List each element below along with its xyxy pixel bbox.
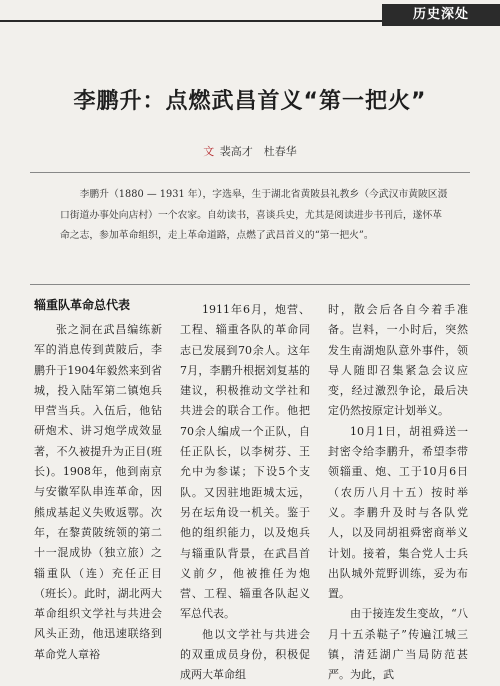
- col3-paragraph-1: 时，散会后各自今着手准备。岂料，一小时后，突然发生南湖炮队意外事件，领导人随即召集紧急会议应变，经过激烈争论，最后决定仍然按原定计划举义。: [328, 303, 468, 418]
- byline-label: 文: [203, 145, 215, 158]
- column-1: [34, 320, 162, 665]
- section-subhead: 辎重队革命总代表: [34, 298, 131, 312]
- bio-paragraph: [60, 185, 450, 247]
- article-title: 李鹏升：点燃武昌首义“第一把火”: [73, 89, 427, 114]
- column-3: [328, 300, 468, 686]
- bio-text: 李鹏升（1880 — 1931 年），字选皋，生于湖北省黄陂县礼教乡（今武汉市黄陂区滠口街道办事处向店村）一个农家。自幼读书，喜谈兵史，尤其是阅读进步书刊后，遂怀革命之志，参加革命组织，走上革命道路，点燃了武昌首义的“第一把火”。: [60, 189, 448, 241]
- col3-paragraph-3: 由于接连发生变故，“八月十五杀鞑子”传遍江城三镇，清廷湖广当局防范甚严。为此，武: [328, 607, 468, 682]
- col2-paragraph-2: 他以文学社与共进会的双重成员身份，积极促成两大革命组: [180, 627, 310, 682]
- section-tag: 历史深处: [382, 4, 500, 26]
- byline-authors: 裴高才 杜春华: [219, 145, 297, 158]
- header-rule: [0, 20, 420, 22]
- col3-paragraph-2: 10月1日，胡祖舜送一封密令给李鹏升，希望李带领辎重、炮、工于10月6日（农历八月十五）按时举义。李鹏升及时与各队党人，以及同胡祖舜密商举义计划。接着，集合党人士兵出队城外荒野训练，妥为布置。: [328, 424, 468, 601]
- column-2: [180, 300, 310, 686]
- col2-paragraph-1: 1911年6月，炮营、工程、辎重各队的革命同志已发展到70余人。这年7月，李鹏升根据刘复基的建议，积极推动文学社和共进会的联合工作。他把70余人编成一个正队，自任正队长，以李树芬、王允中为参谋；下设5个支队。又因驻地距城太远，另在坛角设一机关。鉴于他的组织能力，以及炮兵与辎重队背景，在武昌首义前夕，他被推任为炮营、工程、辎重各队起义军总代表。: [180, 303, 310, 621]
- byline: [0, 143, 500, 159]
- top-divider: [30, 172, 470, 173]
- bio-divider: [30, 284, 470, 285]
- col1-paragraph: 张之洞在武昌编练新军的消息传到黄陂后，李鹏升于1904年毅然来到省城，投入陆军第二镇炮兵甲营当兵。入伍后，他钻研炮术、讲习炮学成效显著，不久被提升为正目(班长)。1908年，他到南京与安徽军队串连革命，因熊成基起义失败返鄂。次年，在黎黄陂统领的第二十一混成协（独立旅）之辎重队（连）充任正目（班长）。此时，湖北两大革命组织文学社与共进会风头正劲，他迅速联络到革命党人章裕: [34, 323, 162, 661]
